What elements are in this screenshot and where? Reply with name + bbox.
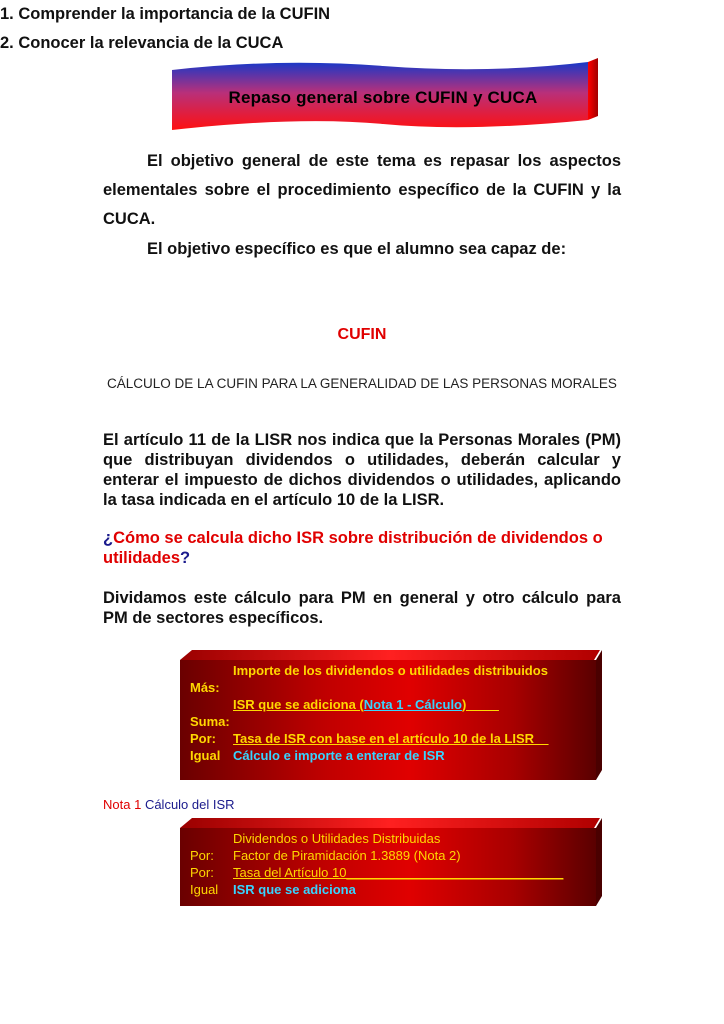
box-top-face — [180, 818, 600, 828]
suma-label: Suma: — [190, 714, 230, 729]
box-row — [190, 680, 233, 695]
box-line: Factor de Piramidación 1.3889 (Nota 2) — [233, 848, 461, 863]
box-line: Tasa del Artículo 10______________________________ — [233, 865, 564, 880]
dividamos-paragraph: Dividamos este cálculo para PM en general y otro cálculo para PM de sectores específicos. — [103, 589, 621, 627]
article-11-paragraph: El artículo 11 de la LISR nos indica que la Personas Morales (PM) que distribuyan dividendos o utilidades, deberán calcular y enterar el impuesto de dichos dividendos o utilidades, aplicando la tasa indicada en el artículo 10 de la LISR. — [103, 431, 621, 509]
cufin-heading: CUFIN — [337, 326, 387, 343]
box-row — [190, 865, 563, 880]
por-label: Por: — [190, 731, 216, 746]
box-line: Tasa de ISR con base en el artículo 10 de la LISR__ — [233, 731, 549, 746]
box-line: Importe de los dividendos o utilidades distribuidos — [233, 663, 548, 678]
box-line: Cálculo e importe a enterar de ISR — [233, 748, 445, 763]
list-item: 1. Comprender la importancia de la CUFIN — [0, 5, 331, 23]
objective-list — [0, 0, 480, 58]
question-paragraph — [103, 528, 621, 568]
calculation-box — [180, 660, 596, 780]
box-row — [190, 697, 499, 712]
nota1-link-text: Nota 1 - Cálculo — [363, 697, 463, 712]
question-close-mark: ? — [180, 549, 191, 567]
intro-paragraph — [103, 147, 621, 234]
list-item: 2. Conocer la relevancia de la CUCA — [0, 34, 284, 52]
nota1-label: Nota 1 — [103, 797, 142, 812]
nota1-title: Cálculo del ISR — [144, 797, 235, 812]
box-side-face — [596, 650, 602, 780]
igual-label: Igual — [190, 748, 221, 763]
mas-label: Más: — [190, 680, 220, 695]
question-open-mark: ¿ — [103, 529, 114, 547]
igual-label: Igual — [190, 882, 219, 897]
por-label: Por: — [190, 848, 214, 863]
box-line: ISR que se adiciona — [233, 882, 356, 897]
box-row — [190, 848, 461, 863]
nota1-caption — [103, 797, 235, 812]
box-row — [190, 882, 356, 897]
calc-heading: CÁLCULO DE LA CUFIN PARA LA GENERALIDAD DE LAS PERSONAS MORALES — [107, 376, 617, 391]
title-banner — [168, 58, 598, 136]
box-row — [190, 663, 548, 678]
banner-title: Repaso general sobre CUFIN y CUCA — [228, 88, 538, 107]
box-row — [190, 748, 445, 763]
intro-text: El objetivo general de este tema es repasar los aspectos elementales sobre el procedimiento específico de la CUFIN y la CUCA. — [103, 152, 621, 228]
question-text: Cómo se calcula dicho ISR sobre distribución de dividendos o utilidades — [103, 529, 603, 567]
box-row — [190, 831, 440, 846]
isr-calculation-box — [180, 828, 596, 906]
isr-added-close: ) ____ — [462, 697, 499, 712]
por-label: Por: — [190, 865, 214, 880]
box-row — [190, 731, 549, 746]
box-line: Dividendos o Utilidades Distribuidas — [233, 831, 441, 846]
isr-added-text: ISR que se adiciona ( — [233, 697, 364, 712]
box-top-face — [180, 650, 600, 660]
box-row — [190, 714, 233, 729]
specific-objective: El objetivo específico es que el alumno sea capaz de: — [147, 240, 567, 258]
box-side-face — [596, 818, 602, 906]
